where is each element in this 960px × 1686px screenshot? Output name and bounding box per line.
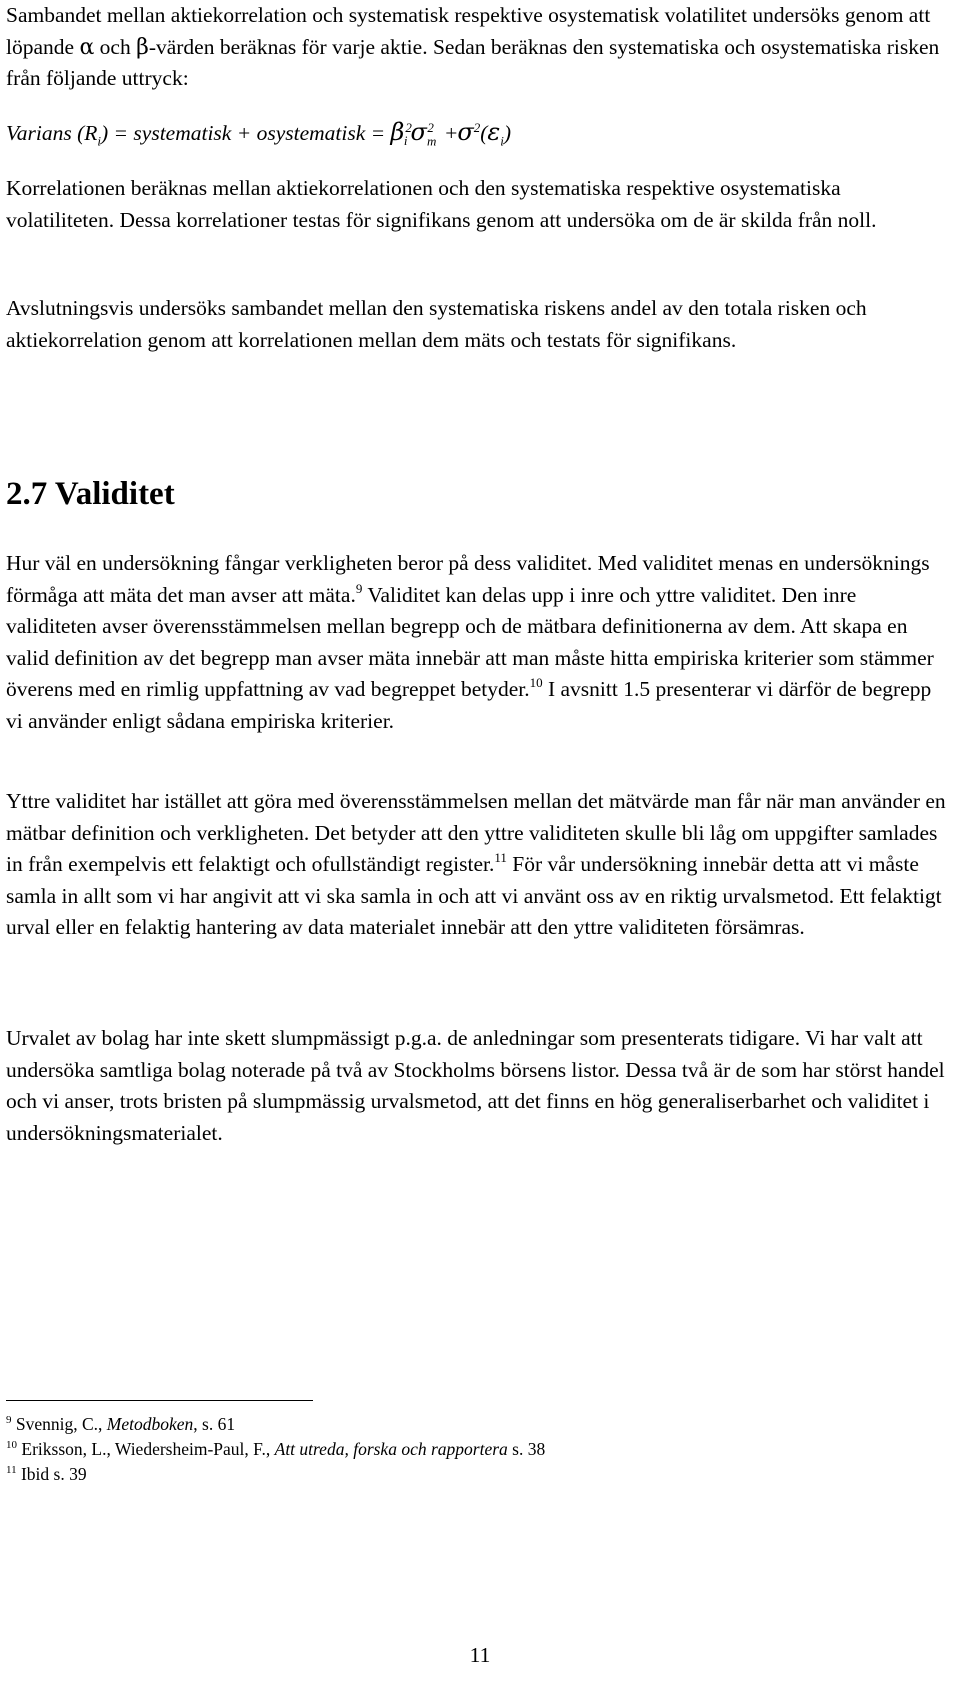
text-segment: I avsnitt 1.5 presenterar vi därför de begrepp vi använder enligt sådana empiriska kriterier. [6, 677, 932, 733]
text-segment: Sambandet mellan aktiekorrelation och systematisk respektive osystematisk volatilitet undersöks genom att löpande [6, 3, 931, 59]
text-segment: För vår undersökning innebär detta att vi måste samla in allt som vi har angivit att vi ska samla in och att vi använt oss av en riktig urvalsmetod. Ett felaktigt urval eller en felaktig hantering av data materialet innebär att den yttre validiteten försämras. [6, 852, 942, 939]
footnote-text: , s. 61 [193, 1414, 236, 1434]
formula-superscript: 2 [405, 120, 412, 135]
footnote-text: Ibid s. 39 [20, 1464, 87, 1484]
formula-plus: + [439, 121, 458, 146]
footnote-ref[interactable]: 10 [529, 675, 543, 690]
page-number: 11 [469, 1643, 491, 1667]
formula-lhs: Varians (R [6, 121, 98, 146]
footnote-number: 11 [6, 1464, 17, 1476]
footnotes [6, 1412, 946, 1487]
formula-superscript: 2 [473, 120, 481, 135]
beta-symbol: β [136, 34, 149, 60]
alpha-symbol: α [79, 34, 95, 60]
variance-formula [6, 108, 511, 161]
formula-subscript: i [403, 133, 408, 149]
sigma-symbol: σ [410, 118, 427, 147]
footnote-text: Svennig, C., [15, 1414, 107, 1434]
formula-lhs-rest: ) = systematisk + osystematisk = [101, 121, 391, 146]
footnote-ref[interactable]: 11 [494, 850, 507, 865]
formula-subscript: i [97, 133, 101, 149]
text-segment: och [94, 34, 137, 59]
epsilon-symbol: ε [487, 118, 501, 147]
paragraph-conclusion: Avslutningsvis undersöks sambandet mellan den systematiska riskens andel av den totala risken och aktiekorrelation genom att korrelationen mellan dem mäts och testats för signifikans. [6, 296, 867, 352]
footnote-title: Metodboken [106, 1414, 194, 1434]
text-segment: Hur väl en undersökning fångar verkligheten beror på dess validitet. Med validitet menas en undersöknings förmåga att mäta det man avser att mäta. [6, 551, 930, 607]
formula-paren: ( [480, 121, 488, 146]
text-segment: -värden beräknas för varje aktie. Sedan beräknas den systematiska och osystematiska risken från följande uttryck: [6, 34, 940, 90]
footnote-text: s. 38 [507, 1439, 546, 1459]
sigma-symbol: σ [457, 118, 474, 147]
footnote-item [6, 1412, 946, 1437]
formula-subscript: i [500, 133, 504, 149]
formula-paren: ) [503, 121, 512, 146]
paragraph-validity-intro [6, 548, 946, 737]
paragraph-method-intro [6, 0, 946, 95]
section-heading: 2.7 Validitet [6, 476, 175, 512]
footnote-ref[interactable]: 9 [355, 580, 363, 596]
formula-subscript: m [426, 133, 437, 149]
text-segment: Validitet kan delas upp i inre och yttre validitet. Den inre validiteten avser överensstämmelsen mellan begrepp och de mätbara definitionerna av dem. Att skapa en valid definition av det begrepp man avser mäta innebär att man måste hitta empiriska kriterier som stämmer överens med en rimlig uppfattning av vad begreppet betyder. [6, 582, 934, 701]
formula-superscript: 2 [427, 120, 434, 135]
footnote-item [6, 1437, 946, 1462]
footnote-number: 10 [6, 1439, 17, 1451]
paragraph-correlation: Korrelationen beräknas mellan aktiekorrelationen och den systematiska respektive osystematiska volatiliteten. Dessa korrelationer testas för signifikans genom att undersöka om de är skilda från noll. [6, 176, 877, 232]
text-segment: Yttre validitet har istället att göra med överensstämmelsen mellan det mätvärde man får när man använder en mätbar definition och verkligheten. Det betyder att den yttre validiteten skulle bli låg om uppgifter samlades in från exempelvis ett felaktigt och ofullständigt register. [6, 789, 946, 876]
footnote-number: 9 [6, 1414, 12, 1426]
beta-symbol: β [390, 118, 405, 147]
footnote-item [6, 1462, 946, 1487]
footnote-text: Eriksson, L., Wiedersheim-Paul, F., [21, 1439, 275, 1459]
footnote-title: Att utreda, forska och rapportera [274, 1439, 508, 1459]
paragraph-external-validity [6, 786, 946, 944]
footnote-divider [6, 1400, 313, 1401]
paragraph-sample: Urvalet av bolag har inte skett slumpmässigt p.g.a. de anledningar som presenterats tidigare. Vi har valt att undersöka samtliga bolag noterade på två av Stockholms börsens listor. Dessa två är de som har störst handel och vi anser, trots bristen på slumpmässig urvalsmetod, att det finns en hög generaliserbarhet och validitet i undersökningsmaterialet. [6, 1026, 945, 1145]
